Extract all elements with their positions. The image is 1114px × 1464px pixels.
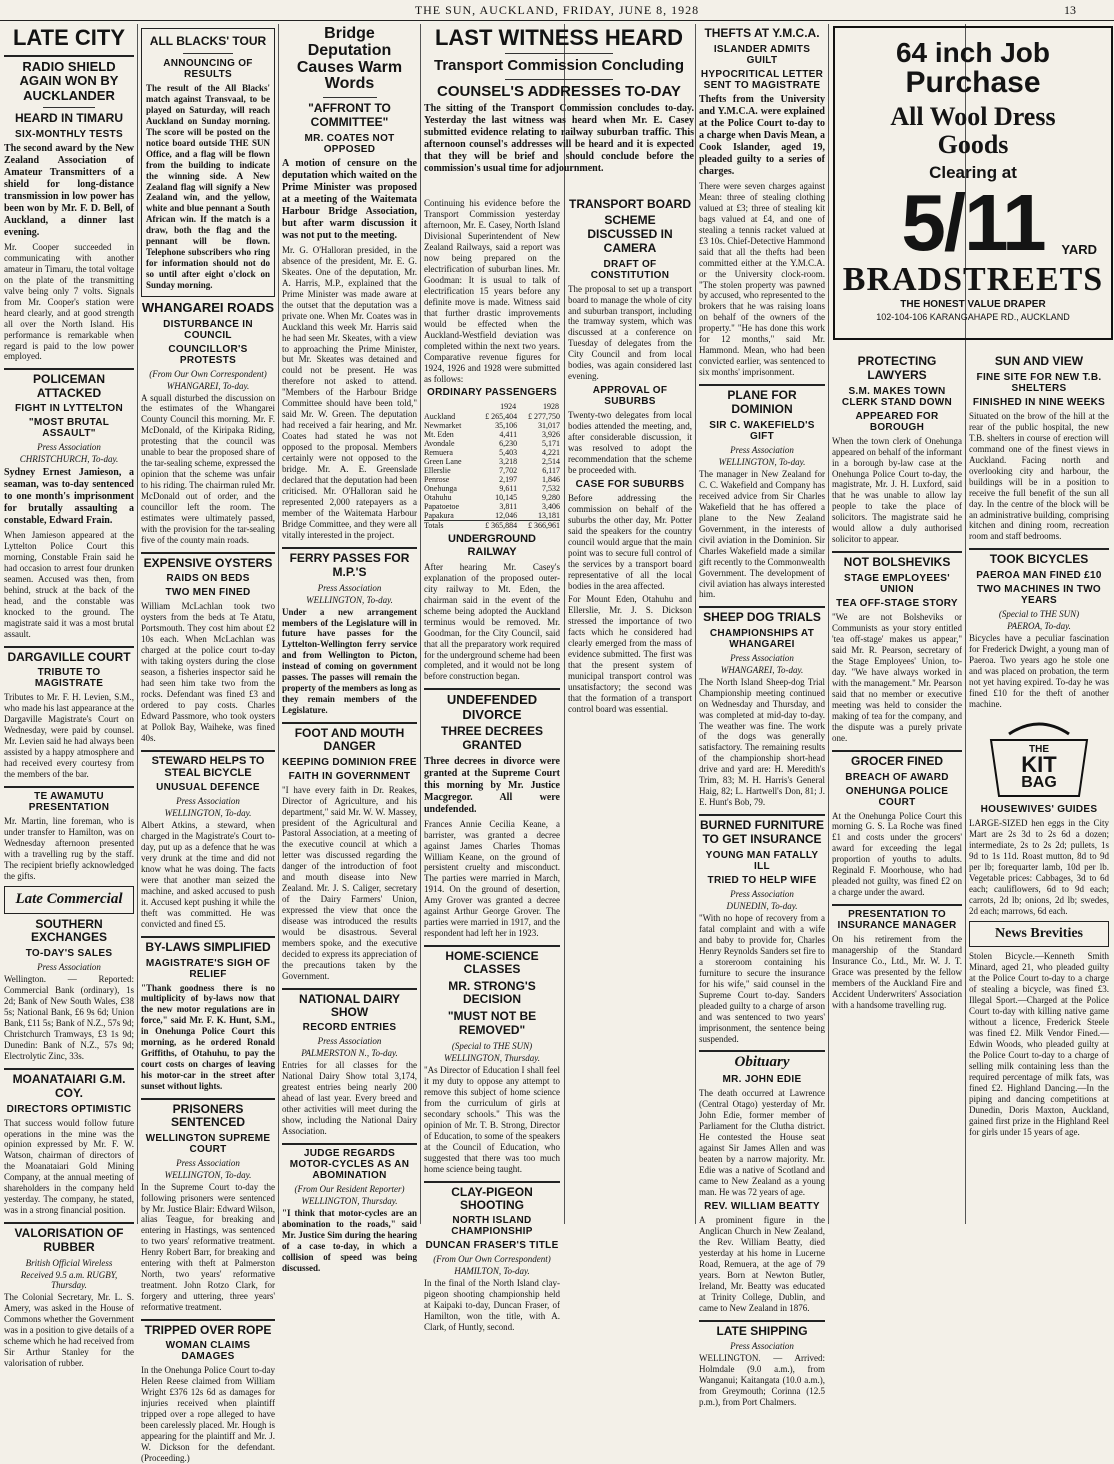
all-blacks-subhead: ANNOUNCING OF RESULTS: [163, 57, 253, 80]
table-cell: 13,181: [538, 511, 560, 521]
table-cell: Totals: [424, 521, 474, 531]
ad-tagline: THE HONEST VALUE DRAPER: [900, 298, 1046, 310]
ad-address: 102-104-106 KARANGAHAPE RD., AUCKLAND: [876, 311, 1070, 322]
page-number: 13: [1064, 3, 1076, 17]
table-row: [424, 484, 560, 493]
kit-bag-word: THE: [1029, 744, 1049, 755]
dairy-show-dateline: PALMERSTON N., To-day.: [301, 1048, 398, 1059]
radio-article-subhead: HEARD IN TIMARU: [15, 110, 123, 125]
bicycle-headline: STEWARD HELPS TO STEAL BICYCLE: [151, 754, 265, 779]
table-row: [424, 466, 560, 475]
police-article-dateline: CHRISTCHURCH, To-day.: [19, 453, 119, 464]
transport-commission-banner: [424, 24, 694, 194]
judge-dateline: WELLINGTON, Thursday.: [301, 1196, 398, 1207]
rubber-body: The Colonial Secretary, Mr. L. S. Amery, was asked in the House of Commons whether the Government was in a position to give details of a scheme which he had received from Sir Arthur Stanley for the valorisation of rubber.: [4, 1291, 134, 1368]
table-cell: Green Lane: [424, 457, 462, 467]
newspaper-masthead-title: THE SUN, AUCKLAND, FRIDAY, JUNE 8, 1928: [414, 3, 700, 17]
ferry-source: Press Association: [317, 582, 382, 593]
table-cell: Ellerslie: [424, 466, 451, 476]
prisoners-dateline: WELLINGTON, To-day.: [164, 1169, 252, 1180]
rubber-dateline: Received 9.5 a.m. RUGBY, Thursday.: [20, 1269, 118, 1290]
clay-pigeon-source: (From Our Own Correspondent): [433, 1253, 551, 1264]
ymca-thefts-subhead: HYPOCRITICAL LETTER SENT TO MAGISTRATE: [700, 68, 824, 91]
police-article-subhead: FIGHT IN LYTTELTON: [15, 402, 123, 414]
took-bicycles-body: Bicycles have a peculiar fascination for Frederick Dwight, a young man of Paeroa. Two years ago he stole one and was placed on probation, the term not yet having expired. To-day he was fined £10 for the theft of another machine.: [969, 633, 1109, 710]
shipping-headline: LATE SHIPPING: [716, 1323, 808, 1338]
table-cell: Penrose: [424, 475, 450, 485]
column-6: [699, 24, 825, 1408]
ad-line: Goods: [937, 130, 1009, 160]
rope-body: In the Onehunga Police Court to-day Helen Reese claimed from William Wright £376 12s 6d as damages for injuries received when plaintiff tripped over a rope alleged to have been carelessly placed. Mr. Hough is appearing for the plaintiff and Mr. J. W. Dickson for the defendant. (Proceeding.): [141, 1365, 275, 1464]
table-header-cell: 1928: [543, 402, 559, 412]
prisoners-body: In the Supreme Court to-day the following prisoners were sentenced by Mr. Justice Blair: Edward Wilson, alias Teague, for breaking and entering in Hastings, was sentenced to two years' reformative treatment. Henry Robert Barr, for breaking and entering with theft at Palmerston North, two years' reformative treatment. John Rotzo Clark, for forgery and uttering, three years' reformative treatment.: [141, 1181, 275, 1313]
police-article-source: Press Association: [37, 441, 101, 452]
clay-pigeon-body: In the final of the North Island clay-pigeon shooting championship held at Kaipaki to-day, Duncan Fraser, of Hamilton, won the title, with A. Clark, of Huntly, second.: [424, 1277, 560, 1332]
column-rule: [695, 24, 696, 1224]
table-cell: 6,230: [499, 439, 518, 449]
column-4: [424, 196, 560, 1332]
obituary-heading: Obituary: [734, 1054, 790, 1071]
bicycle-subhead: UNUSUAL DEFENCE: [156, 782, 260, 794]
bridge-subhead: MR. COATES NOT OPPOSED: [304, 132, 395, 155]
took-bicycles-subhead: TWO MACHINES IN TWO YEARS: [976, 584, 1102, 607]
beatty-body: A prominent figure in the Anglican Church in New Zealand, the Rev. William Beatty, died yesterday at his home in Lucerne Road, Remuera, at the age of 79 years. Born at Newton Butler, Ireland, Mr. Beatty was educated at Trinity College, Dublin, and came to New Zealand in 1876.: [699, 1214, 825, 1313]
table-cell: Avondale: [424, 439, 455, 449]
table-cell: Onehunga: [424, 484, 457, 494]
housewives-guides-heading: HOUSEWIVES' GUIDES: [980, 804, 1098, 815]
grocer-fined-headline: GROCER FINED: [850, 753, 943, 768]
not-bolsheviks-body: "We are not Bolsheviks or Communists as your story entitled 'tea off-stage' makes us appear," said Mr. R. Pearson, secretary of the Stage Employees' Union, to-day. "We have always worked in with the management." Mr. Pearson said that no member or executive meeting was held to consider the making of tea for the company, and the dispute was a purely private one.: [832, 612, 962, 743]
whangarei-roads-source: (From Our Own Correspondent): [149, 368, 267, 379]
case-suburbs-body: Before addressing the commission on behalf of the suburbs the other day, Mr. Potter said the speakers for the country council would argue that the main point was to secure full control of the services by a transport board representative of all the local bodies in the area affected.: [568, 493, 692, 591]
table-cell: 3,406: [542, 502, 560, 512]
foot-mouth-headline: FOOT AND MOUTH DANGER: [294, 726, 405, 754]
judge-source: (From Our Resident Reporter): [294, 1184, 405, 1195]
plane-body: The manager in New Zealand for C. C. Wakefield and Company has received advice from Sir Charles Wakefield that he has offered a plane to the New Zealand Government, in the interests of civil aviation in the Dominion. Sir Charles Wakefield made a similar gift recently to the Commonwealth Government. The development of civil aviation has always interested him.: [699, 468, 825, 600]
foot-mouth-subhead: KEEPING DOMINION FREE: [282, 756, 417, 768]
approval-suburbs-subhead: APPROVAL OF SUBURBS: [592, 385, 668, 408]
column-3: [282, 24, 417, 1274]
table-cell: 7,532: [542, 484, 560, 494]
column-rule: [828, 24, 829, 1224]
bridge-headline: Bridge Deputation Causes Warm Words: [296, 25, 403, 93]
table-row: [424, 430, 560, 439]
table-cell: Remuera: [424, 448, 453, 458]
burned-furniture-dateline: DUNEDIN, To-day.: [726, 900, 798, 911]
clay-pigeon-dateline: HAMILTON, To-day.: [454, 1265, 530, 1276]
burned-furniture-body: "With no hope of recovery from a fatal complaint and with a wife and baby to provide for, Charles Henry Reynolds Sanders set fire to a storeroom containing his furniture to secure the insurance for his wife," said counsel in the Supreme Court to-day. Sanders pleaded guilty to a charge of arson and was sentenced to two years' imprisonment, the sentence being suspended.: [699, 912, 825, 1044]
grocer-fined-subhead: ONEHUNGA POLICE COURT: [845, 785, 949, 808]
table-row: [424, 412, 560, 421]
column-1: [4, 24, 134, 1368]
home-science-body: "As Director of Education I shall feel it my duty to oppose any attempt to remove this subject of home science from the curriculum of girls at secondary schools." This was the opinion of Mr. T. B. Strong, Director of Education, to some of the speakers at the Council of Education, who suggested that there was too much home science being taught.: [424, 1064, 560, 1174]
moanataiari-body: That success would follow future operations in the mine was the opinion expressed by Mr. F. W. Watson, chairman of directors of the Moanataiari Gold Mining Company, at the annual meeting of shareholders in the company held yesterday. The company, he stated, was in a strong financial position.: [4, 1117, 134, 1216]
not-bolsheviks-subhead: TEA OFF-STAGE STORY: [836, 598, 958, 610]
column-rule: [137, 24, 138, 1224]
took-bicycles-dateline: PAEROA, To-day.: [1007, 621, 1071, 632]
table-cell: 5,171: [542, 439, 560, 449]
radio-article-body: Mr. Cooper succeeded in communicating with another amateur in Timaru, the total voltage on the plate of the transmitting valve being only 7 volts. Signals from Mr. Cooper's station were heard clearly, and at good strength all over the North Island. His performance is remarkable when regard is paid to the low power employed.: [4, 241, 134, 362]
sheep-dog-subhead: CHAMPIONSHIPS AT WHANGAREI: [709, 627, 815, 650]
plane-dateline: WELLINGTON, To-day.: [718, 456, 806, 467]
rubber-source: British Official Wireless: [25, 1257, 113, 1268]
took-bicycles-subhead: PAEROA MAN FINED £10: [976, 570, 1102, 582]
late-commercial-heading: Late Commercial: [15, 890, 123, 907]
ferry-headline: FERRY PASSES FOR M.P.'S: [289, 550, 410, 579]
table-cell: £ 366,961: [517, 521, 560, 531]
took-bicycles-headline: TOOK BICYCLES: [989, 552, 1089, 567]
table-cell: 4,221: [542, 448, 560, 458]
ymca-thefts-body: There were seven charges against Mean: three of stealing clothing valued at £3; three of stealing kit bags valued at £4, and one of stealing a tennis racket valued at £3 10s. Chief-Detective Hammond said that all the thefts had been committed either at the Y.M.C.A. or the University clock-room. "The stolen property was pawned by accused, who represented to the brokers that he was raising loans on behalf of the owners of the property." "He has done this work for 12 months," said Mr. Hammond. Mean, who had been convicted earlier, was sentenced to six months' imprisonment.: [699, 180, 825, 378]
approval-suburbs-body: Twenty-two delegates from local bodies attended the meeting, and, after considerable discussion, it was resolved to adopt the recommendation that the scheme be proceeded with.: [568, 410, 692, 476]
moanataiari-subhead: DIRECTORS OPTIMISTIC: [6, 1103, 132, 1115]
clay-pigeon-subhead: NORTH ISLAND CHAMPIONSHIP: [451, 1214, 533, 1237]
prisoners-headline: PRISONERS SENTENCED: [170, 1102, 245, 1130]
table-row: [424, 475, 560, 484]
obituary-body: The death occurred at Lawrence (Central Otago) yesterday of Mr. John Edie, former member of Parliament for the Clutha district. He contested the House seat against Sir James Allen and was beaten by a narrow majority. Mr. Edie was a native of Scotland and came to New Zealand as a young man. He was 72 years of age.: [699, 1088, 825, 1197]
sheep-dog-source: Press Association: [730, 652, 794, 663]
plane-source: Press Association: [730, 444, 794, 455]
southern-exchanges-source: Press Association: [37, 962, 101, 973]
not-bolsheviks-subhead: STAGE EMPLOYEES' UNION: [844, 573, 950, 596]
whangarei-roads-subhead: DISTURBANCE IN COUNCIL: [163, 318, 253, 341]
foot-mouth-body: "I have every faith in Dr. Reakes, Director of Agriculture, and his department," said Mr. W. W. Massey, president of the Agricultural and Pastoral Association, at a meeting of the executive council at which a letter was discussed regarding the danger of the introduction of foot and mouth disease into New Zealand. Mr. J. S. Caliger, secretary of the Dairy Farmers' Union, expressed the view that once the disease was introduced the results would be disastrous. Several members spoke, and the executive decided to express its appreciation of the precautions taken by the Government.: [282, 784, 417, 982]
home-science-dateline: WELLINGTON, Thursday.: [443, 1052, 541, 1063]
home-science-subhead: MR. STRONG'S DECISION: [448, 978, 536, 1007]
dargaville-article-body: Tributes to Mr. F. H. Levien, S.M., who made his last appearance at the Dargaville Magistrate's Court on Wednesday, were paid by counsel. Mr. Levien said he had always been assisted by a happy atmosphere and had received every courtesy from the members of the bar.: [4, 692, 134, 780]
table-cell: 5,403: [499, 448, 518, 458]
transport-board-subhead: SCHEME DISCUSSED IN CAMERA: [587, 213, 673, 255]
rope-headline: TRIPPED OVER ROPE: [144, 1323, 272, 1338]
took-bicycles-source: (Special to THE SUN): [998, 609, 1080, 620]
foot-mouth-subhead: FAITH IN GOVERNMENT: [288, 770, 411, 782]
bridge-lede: A motion of censure on the deputation which waited on the Prime Minister was proposed at a meeting of the Waitemata Harbour Bridge Association, but after warm discussion it was not put to the meeting.: [282, 157, 417, 241]
sun-and-view-subhead: FINISHED IN NINE WEEKS: [972, 396, 1106, 408]
bylaws-body: "Thank goodness there is no multiplicity of by-laws now that the new motor regulations are in force," said Mr. F. K. Hunt, S.M., in Onehunga Police Court this morning, as he ordered Ronald Griffiths, of Otahuhu, to pay the court costs on charges of leaving his motor-car in the street after sunset without lights.: [141, 982, 275, 1092]
beatty-subhead: REV. WILLIAM BEATTY: [704, 1200, 820, 1212]
presentation-headline: PRESENTATION TO INSURANCE MANAGER: [837, 909, 957, 932]
presentation-body: On his retirement from the managership of the Standard Insurance Co., Ltd., Mr. W. J. T. Grace was presented by the fellow members of the Auckland Fire and Accident Underwriters' Association with a handsome travelling rug.: [832, 934, 962, 1011]
table-cell: £ 365,884: [474, 521, 517, 531]
sun-and-view-subhead: FINE SITE FOR NEW T.B. SHELTERS: [976, 371, 1102, 394]
divorce-subhead: THREE DECREES GRANTED: [440, 724, 544, 752]
table-row: [424, 421, 560, 430]
prisoners-source: Press Association: [176, 1157, 240, 1168]
table-row: [424, 439, 560, 448]
table-cell: 12,046: [495, 511, 518, 521]
home-science-headline: HOME-SCIENCE CLASSES: [445, 949, 539, 977]
bylaws-headline: BY-LAWS SIMPLIFIED: [145, 939, 271, 954]
table-cell: Auckland: [424, 412, 456, 422]
table-cell: Papakura: [424, 511, 454, 521]
table-cell: £ 277,750: [528, 412, 560, 422]
not-bolsheviks-headline: NOT BOLSHEVIKS: [843, 555, 951, 570]
bylaws-subhead: MAGISTRATE'S SIGH OF RELIEF: [145, 957, 271, 980]
table-header-row: [424, 401, 560, 412]
grocer-fined-subhead: BREACH OF AWARD: [845, 771, 949, 783]
table-row: [424, 502, 560, 511]
police-article-headline: POLICEMAN ATTACKED: [33, 372, 105, 400]
transport-board-subhead: DRAFT OF CONSTITUTION: [590, 258, 670, 281]
ad-line: 64 inch Job: [895, 37, 1051, 68]
table-cell: £ 265,404: [485, 412, 518, 422]
burned-furniture-source: Press Association: [730, 888, 794, 899]
sheep-dog-body: The North Island Sheep-dog Trial Championship meeting continued on Wednesday and Thursday, and was completed at mid-day to-day. The weather was fine. The work of the dogs was generally satisfactory. The remaining results of the championship short-head drive and yard are: H. Meredith's Trim, 83; M. H. Harris's General Haig, 82; L. Hartwell's Don, 81; J. E. Hunt's Bob, 79.: [699, 676, 825, 808]
sun-and-view-body: Situated on the brow of the hill at the rear of the public hospital, the new T.B. shelters in course of erection will command one of the finest views in Auckland. Facing north and overlooking city and harbour, the buildings will be in a position to receive the full benefit of the sun all day. In the centre of the block will be an administrative building, comprising kitchen and dining room, recreation room and staff bedrooms.: [969, 410, 1109, 542]
table-cell: 2,197: [499, 475, 518, 485]
burned-furniture-headline: BURNED FURNITURE TO GET INSURANCE: [700, 818, 824, 847]
last-witness-headline: LAST WITNESS HEARD: [434, 25, 684, 50]
oysters-body: William McLachlan took two oysters from the beds at Te Atatu, Portsmouth. They cost him about £2 10s each. When McLachlan was charged at the police court to-day with taking oysters during the close season, a fisheries inspector said he had seen him take two from the rocks. Defendant was fined £3 and ordered to pay costs. Charles Edward Passmore, who took oysters at Pollok Bay, Waiheke, was fined 40s.: [141, 601, 275, 743]
table-cell: 9,280: [542, 493, 560, 503]
column-2: [141, 24, 275, 1464]
burned-furniture-subhead: YOUNG MAN FATALLY ILL: [705, 849, 819, 872]
table-row: [424, 457, 560, 466]
ferry-body: Under a new arrangement members of the Legislature will in future have passes for the Lyttelton-Wellington ferry service and from Wellington to Picton, instead of coming on government passes. The passes will remain the property of the members as long as they remain members of the Legislature.: [282, 606, 417, 716]
table-row: [424, 521, 560, 531]
dairy-show-body: Entries for all classes for the National Dairy Show total 3,174, greatest entries being nearly 200 ahead of last year. Every breed and other activities will meet during the show, including the National Dairy Association.: [282, 1060, 417, 1137]
table-row: [424, 493, 560, 502]
table-cell: 35,106: [495, 421, 518, 431]
table-cell: 3,926: [542, 430, 560, 440]
all-blacks-body: The result of the All Blacks' match against Transvaal, to be played on Saturday, will reach Auckland on Sunday morning. The score will be posted on the notice board outside THE SUN Office, and a flag will be flown from the building to indicate the winning side. A New Zealand flag will signify a New Zealand win, and the yellow, white and blue pennant a South African win. If the match is a draw, both the flag and the pennant will be flown. Telephone subscribers who ring for information should not do so until after eight o'clock on Sunday morning.: [146, 82, 270, 291]
protecting-lawyers-subhead: APPEARED FOR BOROUGH: [855, 410, 939, 433]
radio-article-headline: RADIO SHIELD AGAIN WON BY AUCKLANDER: [19, 59, 119, 103]
whangarei-roads-dateline: WHANGAREI, To-day.: [166, 380, 250, 391]
divorce-lede: Three decrees in divorce were granted at the Supreme Court this morning by Mr. Justice Macgregor. All were undefended.: [424, 755, 560, 815]
prisoners-subhead: WELLINGTON SUPREME COURT: [145, 1132, 271, 1155]
kit-bag-word: KIT: [1021, 752, 1057, 777]
sheep-dog-headline: SHEEP DOG TRIALS: [703, 610, 821, 625]
bradstreets-advertisement: [833, 26, 1113, 340]
news-brevities-heading: News Brevities: [995, 925, 1083, 941]
mount-eden-body: For Mount Eden, Otahuhu and Ellerslie, Mr. J. S. Dickson stressed the importance of two facts which he considered had clearly emerged from the mass of evidence submitted. The first was that the present system of municipal transport control was unsatisfactory; the second was that the formation of a transport control board was essential.: [568, 593, 692, 714]
clay-pigeon-subhead: DUNCAN FRASER'S TITLE: [425, 1239, 559, 1251]
table-header-cell: [424, 401, 474, 412]
passenger-table: [424, 401, 560, 530]
ad-line: Clearing at: [929, 162, 1017, 182]
table-cell: Otahuhu: [424, 493, 452, 503]
ferry-dateline: WELLINGTON, To-day.: [306, 594, 393, 605]
bicycle-dateline: WELLINGTON, To-day.: [164, 808, 252, 819]
protecting-lawyers-headline: PROTECTING LAWYERS: [857, 354, 937, 382]
housewives-guides-body: LARGE-SIZED hen eggs in the City Mart are 2s 3d to 2s 6d a dozen; intermediate, 2s to 2s 2d; pullets, 1s 9d to 1s 11d. Roast mutton, 8d to 9d per lb; forequarter lamb, 10d per lb. Vegetable prices: Cabbages, 3d to 6d each; cauliflowers, 6d to 9d each; carrots, 2d lb; onions, 2d lb; swedes, 2d each; marrows, 6d each.: [969, 818, 1109, 916]
kit-bag-word: BAG: [1021, 774, 1057, 791]
rubber-headline: VALORISATION OF RUBBER: [14, 1226, 124, 1255]
news-brevities-body: Stolen Bicycle.—Kenneth Smith Minard, aged 21, who pleaded guilty at the Police Court to-day to a charge of stealing a bicycle, was fined £3. Illegal Sport.—Charged at the Police Court to-day with killing native game without a licence, Frederick Steele was fined £2. Milk Vendor Fined.—Edwin Woods, who pleaded guilty at the Police Court to-day to a charge of selling milk containing less than the required percentage of milk fats, was fined £2. Highland Dancing.—In the piping and dancing competitions at Dunedin, Doris Maxton, Auckland, gained first prize in the Highland Reel for girls under 15 years of age.: [969, 951, 1109, 1137]
underground-railway-headline: UNDERGROUND RAILWAY: [448, 533, 536, 559]
divorce-body: Frances Annie Cecilia Keane, a barrister, was granted a decree against James Charles Thomas William Keane, on the ground of persistent cruelty and misconduct. The parties were married in March, 1914. On the ground of desertion, Amy Grover was granted a decree against Arthur George Grover. The parties were married in 1917, and the respondent had left her in 1923.: [424, 818, 560, 939]
bridge-body: Mr. G. O'Halloran presided, in the absence of the president, Mr. E. G. Skeates. One of the deputation, Mr. A. Harris, M.P., explained that the Prime Minister was made aware at the outset that the deputation was a private one. When Mr. Coates was in Auckland this week Mr. Harris said he had seen Mr. Skeates, with a view to approaching the Prime Minister, but Mr. Skeates was detained and could not be present. He was therefore not asked to attend. "Members of the Harbour Bridge Committee should have been told," said Mr. W. Green. The deputation had received a fair hearing, and Mr. Coates had stated he was not opposed to the proposal. Members certainly were not opposed to the bridge. Mr. A. E. Greenslade declared that the deputation had been criticised. Mr. O'Halloran said he represented 2,000 ratepayers as a member of the Waitemata Harbour Bridge Committee, and they were all vitally interested in the project.: [282, 244, 417, 540]
shipping-source: Press Association: [730, 1341, 794, 1352]
clay-pigeon-headline: CLAY-PIGEON SHOOTING: [451, 1184, 533, 1212]
home-science-source: (Special to THE SUN): [451, 1040, 533, 1051]
dargaville-article-headline: DARGAVILLE COURT: [7, 649, 131, 664]
burned-furniture-subhead: TRIED TO HELP WIFE: [707, 874, 817, 886]
police-article-lede: Sydney Ernest Jamieson, a seaman, was to-day sentenced to one month's imprisonment for brutally assaulting a constable, Edward Frain.: [4, 466, 134, 526]
ymca-thefts-lede: Thefts from the University and Y.M.C.A. were explained at the Police Court to-day to a charge when Davis Mean, a Cook Islander, aged 19, pleaded guilty to a series of charges.: [699, 93, 825, 177]
home-science-subhead: "MUST NOT BE REMOVED": [447, 1009, 537, 1038]
radio-article-lede: The second award by the New Zealand Association of Amateur Transmitters of a shield for long-distance transmission in low power has been won by Mr. F. D. Bell, of Auckland, a dinner last evening.: [4, 142, 134, 238]
late-city-heading: LATE CITY: [12, 25, 126, 50]
ad-price: 5/11: [901, 177, 1045, 267]
column-rule: [278, 24, 279, 1224]
sheep-dog-dateline: WHANGAREI, To-day.: [720, 664, 804, 675]
oysters-headline: EXPENSIVE OYSTERS: [143, 556, 273, 571]
whangarei-roads-headline: WHANGAREI ROADS: [141, 300, 275, 316]
table-cell: 7,702: [499, 466, 518, 476]
table-cell: 3,218: [499, 457, 518, 467]
plane-headline: PLANE FOR DOMINION: [727, 388, 797, 417]
sun-and-view-headline: SUN AND VIEW: [994, 354, 1084, 368]
dargaville-article-subhead: TRIBUTE TO MAGISTRATE: [34, 667, 104, 690]
grocer-fined-body: At the Onehunga Police Court this morning G. S. La Roche was fined £1 and costs under the grocers' award for exceeding the legal proportion of youths to adults. Reginald F. Moorhouse, who had pleaded not guilty, was fined £2 on a charge under the award.: [832, 810, 962, 898]
southern-exchanges-headline: SOUTHERN EXCHANGES: [30, 916, 107, 945]
table-cell: 3,811: [499, 502, 518, 512]
whangarei-roads-subhead: COUNCILLOR'S PROTESTS: [168, 343, 248, 366]
oysters-subhead: TWO MEN FINED: [165, 587, 251, 599]
divorce-headline: UNDEFENDED DIVORCE: [446, 692, 538, 722]
table-cell: 9,611: [499, 484, 518, 494]
table-cell: 6,117: [542, 466, 560, 476]
table-row: [424, 448, 560, 457]
southern-exchanges-body: Wellington. — Reported: Commercial Bank (ordinary), 1s 2d; Bank of New South Wales, £38 5s; National Bank, £6 9s 6d; Union Bank, £11 5s; Bank of N.Z., 57s 9d; Christchurch Tramways, £3 1s 9d; Dunedin: Bank of N.Z., 57s 9d; Electrolytic Zinc, 33s.: [4, 974, 134, 1061]
ad-line: Purchase: [905, 66, 1041, 100]
ymca-thefts-headline: THEFTS AT Y.M.C.A.: [704, 26, 820, 40]
te-awamutu-article-body: Mr. Martin, line foreman, who is under transfer to Hamilton, was on Wednesday afternoon presented with a travelling rug by the staff. The recipient briefly acknowledged the gifts.: [4, 816, 134, 881]
transport-board-body: The proposal to set up a transport board to manage the whole of city and suburban transport, including the tramway system, which was discussed at a conference on Tuesday of delegates from the City Council and from local bodies, was again considered last evening.: [568, 283, 692, 382]
rope-subhead: WOMAN CLAIMS DAMAGES: [165, 1340, 251, 1363]
table-row: [424, 511, 560, 521]
table-cell: Papatoetoe: [424, 502, 460, 512]
judge-body: "I think that motor-cycles are an abomination to the roads," said Mr. Justice Sim during the hearing of a case to-day, in which a collision of speed was being discussed.: [282, 1208, 417, 1274]
ymca-thefts-subhead: ISLANDER ADMITS GUILT: [713, 43, 811, 66]
counsel-addresses-headline: COUNSEL'S ADDRESSES TO-DAY: [437, 82, 681, 100]
transport-board-headline: TRANSPORT BOARD: [569, 197, 691, 211]
column-5: [568, 196, 692, 1224]
table-cell: Newmarket: [424, 421, 462, 431]
dairy-show-subhead: RECORD ENTRIES: [302, 1022, 397, 1034]
table-cell: Mt. Eden: [424, 430, 454, 440]
dairy-show-headline: NATIONAL DAIRY SHOW: [298, 992, 401, 1020]
all-blacks-headline: ALL BLACKS' TOUR: [149, 34, 267, 48]
bicycle-source: Press Association: [176, 796, 240, 807]
obituary-subhead: MR. JOHN EDIE: [722, 1074, 802, 1086]
whangarei-roads-body: A squall disturbed the discussion on the estimates of the Whangarei County Council this morning. Mr. F. McDonald, of the Kiripaka Riding, protesting that the council was unable to bear the proposed share of the tar-sealing scheme, expressed the opinion that the scheme was unfair to his riding. The chairman ruled Mr. McDonald out of order, and the councillor left the room. The estimates were ultimately passed, with the provision for the tar-sealing five of the county main roads.: [141, 392, 275, 546]
ad-price-unit: YARD: [1061, 241, 1097, 257]
last-witness-subhead: Transport Commission Concluding: [433, 57, 684, 75]
oysters-subhead: RAIDS ON BEDS: [166, 573, 250, 585]
shipping-body: WELLINGTON. — Arrived: Holmdale (9.0 a.m.), from Wanganui; Kaitangata (10.0 a.m.), from Greymouth; Corinna (12.5 p.m.), from Port Chalmers.: [699, 1353, 825, 1408]
table-cell: 4,411: [499, 430, 518, 440]
radio-article-subhead: SIX-MONTHLY TESTS: [15, 128, 123, 140]
kit-bag-logo: [969, 714, 1109, 800]
column-7: [832, 352, 962, 1224]
table-cell: 10,145: [495, 493, 518, 503]
table-cell: 31,017: [538, 421, 560, 431]
ad-line: All Wool Dress: [890, 101, 1056, 131]
table-header-cell: 1924: [500, 402, 517, 412]
passenger-table-title: ORDINARY PASSENGERS: [427, 387, 557, 399]
table-cell: 2,514: [542, 457, 560, 467]
plane-subhead: SIR C. WAKEFIELD'S GIFT: [709, 419, 815, 442]
police-article-subhead: "MOST BRUTAL ASSAULT": [28, 416, 110, 439]
column-rule: [564, 24, 565, 1224]
masthead: [0, 0, 1114, 21]
last-witness-lede: The sitting of the Transport Commission concludes to-day. Yesterday the last witness was heard when Mr. E. Casey submitted evidence relating to railway suburban traffic. This afternoon counsel's addresses will be heard and it is expected that they will be brief and should conclude before the commission's usual time for adjournment.: [424, 103, 694, 175]
southern-exchanges-subhead: TO-DAY'S SALES: [25, 948, 113, 960]
case-suburbs-subhead: CASE FOR SUBURBS: [575, 479, 685, 491]
judge-headline: JUDGE REGARDS MOTOR-CYCLES AS AN ABOMINATION: [289, 1148, 410, 1182]
table-cell: 1,846: [542, 475, 560, 485]
protecting-lawyers-body: When the town clerk of Onehunga appeared on behalf of the informant in a borough by-law case at the Onehunga Police Court to-day, the magistrate, Mr. J. H. Luxford, said that he was unable to allow lay people to take the place of solicitors. The magistrate said he would allow a duly authorised solicitor to appear.: [832, 435, 962, 545]
moanataiari-headline: MOANATAIARI G.M. COY.: [12, 1071, 126, 1100]
te-awamutu-article-headline: TE AWAMUTU PRESENTATION: [28, 791, 110, 814]
column-rule: [420, 24, 421, 1224]
column-8: [969, 352, 1109, 1224]
underground-railway-body: After hearing Mr. Casey's explanation of the proposed outer-city railway to Mt. Eden, the chairman said in the event of the scheme being adopted the Auckland terminus would be removed. Mr. Goodman, for the City Council, said that all the preparatory work required for the underground scheme had been completed, and it would not be long before construction began.: [424, 561, 560, 682]
bridge-subhead: "AFFRONT TO COMMITTEE": [308, 101, 391, 129]
dairy-show-source: Press Association: [317, 1036, 382, 1047]
ad-brand: BRADSTREETS: [842, 260, 1104, 298]
last-witness-body: Continuing his evidence before the Transport Commission yesterday afternoon, Mr. E. Casey, North Island Divisional Superintendent of New Zealand Railways, said a report was now being prepared on the electrification of suburban lines. Mr. Goodman: It is usual to talk of electrification 15 years before any definite move is made. Witness said that further drastic improvements would be effected when the Auckland-Westfield deviation was completed within the next two years. Comparative revenue figures for 1924, 1926 and 1928 were submitted as follows:: [424, 198, 560, 384]
police-article-body: When Jamieson appeared at the Lyttelton Police Court this morning, Constable Frain said he had occasion to arrest four drunken seamen. Accused was then, from behind, struck at the back of the head, and the constable was knocked to the ground. The magistrate said it was a most brutal assault.: [4, 529, 134, 639]
bicycle-body: Albert Atkins, a steward, when charged in the Magistrate's Court to-day, put up as a defence that he was very drunk at the time and did not know what he was doing. The facts were that another man seized the machine, and asked accused to push it. Accused kept pushing it while the theft was committed. He was convicted and fined £5.: [141, 820, 275, 929]
protecting-lawyers-subhead: S.M. MAKES TOWN CLERK STAND DOWN: [841, 385, 953, 408]
